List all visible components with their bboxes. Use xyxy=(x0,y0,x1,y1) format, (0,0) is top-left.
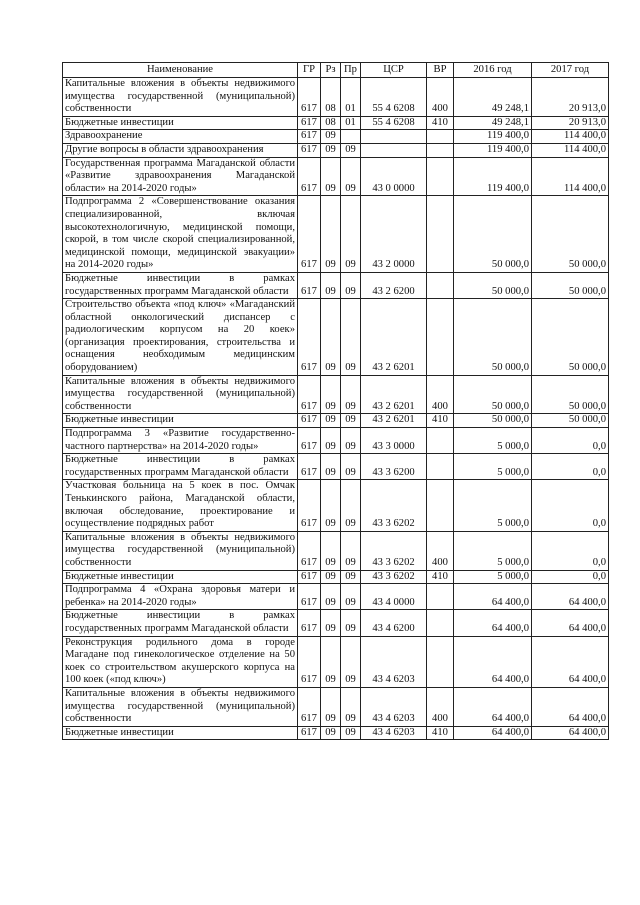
cell-pr: 09 xyxy=(341,157,361,196)
cell-pr: 09 xyxy=(341,299,361,376)
cell-vr xyxy=(427,143,454,157)
budget-table xyxy=(62,62,609,740)
cell-gr: 617 xyxy=(298,480,321,531)
cell-name: Реконструкция родильного дома в городе Магадане под гинекологическое отделение на 50 коек со строительством акушерского корпуса на 100 коек («под ключ») xyxy=(63,636,298,687)
cell-pr: 09 xyxy=(341,428,361,454)
cell-2016: 50 000,0 xyxy=(454,414,532,428)
cell-vr xyxy=(427,610,454,636)
cell-gr: 617 xyxy=(298,116,321,130)
cell-csr: 43 4 6203 xyxy=(361,687,427,726)
cell-pr: 09 xyxy=(341,480,361,531)
cell-gr: 617 xyxy=(298,570,321,584)
cell-2016: 50 000,0 xyxy=(454,196,532,273)
cell-csr: 43 3 6202 xyxy=(361,570,427,584)
cell-gr: 617 xyxy=(298,157,321,196)
cell-gr: 617 xyxy=(298,531,321,570)
cell-pr: 01 xyxy=(341,78,361,117)
cell-rz: 09 xyxy=(321,454,341,480)
cell-csr: 43 2 6201 xyxy=(361,375,427,414)
cell-pr: 09 xyxy=(341,531,361,570)
cell-2017: 0,0 xyxy=(532,428,609,454)
cell-2016: 50 000,0 xyxy=(454,272,532,298)
cell-vr xyxy=(427,196,454,273)
cell-pr: 09 xyxy=(341,570,361,584)
table-row xyxy=(63,570,609,584)
cell-gr: 617 xyxy=(298,726,321,740)
cell-vr xyxy=(427,480,454,531)
table-row xyxy=(63,726,609,740)
cell-pr xyxy=(341,130,361,144)
cell-2017: 50 000,0 xyxy=(532,375,609,414)
cell-rz: 08 xyxy=(321,78,341,117)
cell-gr: 617 xyxy=(298,610,321,636)
cell-name: Капитальные вложения в объекты недвижимого имущества государственной (муниципальной) собственности xyxy=(63,531,298,570)
cell-rz: 09 xyxy=(321,531,341,570)
cell-2016: 5 000,0 xyxy=(454,570,532,584)
cell-csr xyxy=(361,143,427,157)
header-rz: Рз xyxy=(321,63,341,78)
table-row xyxy=(63,78,609,117)
cell-2017: 114 400,0 xyxy=(532,130,609,144)
document-page xyxy=(62,62,609,740)
table-row xyxy=(63,531,609,570)
cell-rz: 09 xyxy=(321,480,341,531)
cell-2016: 5 000,0 xyxy=(454,531,532,570)
cell-2017: 20 913,0 xyxy=(532,116,609,130)
cell-gr: 617 xyxy=(298,636,321,687)
cell-csr: 43 3 0000 xyxy=(361,428,427,454)
header-csr: ЦСР xyxy=(361,63,427,78)
cell-2017: 0,0 xyxy=(532,454,609,480)
cell-vr: 410 xyxy=(427,414,454,428)
cell-csr xyxy=(361,130,427,144)
cell-name: Подпрограмма 3 «Развитие государственно-частного партнерства» на 2014-2020 годы» xyxy=(63,428,298,454)
cell-2017: 114 400,0 xyxy=(532,143,609,157)
cell-rz: 09 xyxy=(321,570,341,584)
cell-csr: 43 2 6201 xyxy=(361,299,427,376)
table-row xyxy=(63,116,609,130)
header-gr: ГР xyxy=(298,63,321,78)
cell-rz: 09 xyxy=(321,143,341,157)
cell-name: Подпрограмма 4 «Охрана здоровья матери и ребенка» на 2014-2020 годы» xyxy=(63,584,298,610)
cell-name: Бюджетные инвестиции xyxy=(63,116,298,130)
cell-rz: 09 xyxy=(321,726,341,740)
table-row xyxy=(63,584,609,610)
cell-2017: 0,0 xyxy=(532,531,609,570)
table-row xyxy=(63,428,609,454)
cell-name: Здравоохранение xyxy=(63,130,298,144)
cell-vr: 410 xyxy=(427,726,454,740)
cell-gr: 617 xyxy=(298,414,321,428)
header-2017: 2017 год xyxy=(532,63,609,78)
table-row xyxy=(63,196,609,273)
cell-2016: 64 400,0 xyxy=(454,584,532,610)
table-row xyxy=(63,480,609,531)
cell-2016: 119 400,0 xyxy=(454,143,532,157)
table-row xyxy=(63,272,609,298)
table-row xyxy=(63,687,609,726)
cell-rz: 09 xyxy=(321,272,341,298)
cell-vr: 400 xyxy=(427,531,454,570)
cell-vr xyxy=(427,272,454,298)
cell-vr: 400 xyxy=(427,375,454,414)
cell-csr: 55 4 6208 xyxy=(361,116,427,130)
cell-2016: 64 400,0 xyxy=(454,610,532,636)
cell-rz: 09 xyxy=(321,584,341,610)
cell-2017: 20 913,0 xyxy=(532,78,609,117)
cell-2017: 64 400,0 xyxy=(532,610,609,636)
cell-gr: 617 xyxy=(298,687,321,726)
cell-pr: 09 xyxy=(341,454,361,480)
cell-vr xyxy=(427,636,454,687)
cell-pr: 09 xyxy=(341,726,361,740)
cell-2017: 114 400,0 xyxy=(532,157,609,196)
cell-vr xyxy=(427,454,454,480)
cell-vr xyxy=(427,130,454,144)
header-row xyxy=(63,63,609,78)
cell-name: Бюджетные инвестиции в рамках государственных программ Магаданской области xyxy=(63,454,298,480)
cell-pr: 09 xyxy=(341,196,361,273)
cell-gr: 617 xyxy=(298,375,321,414)
cell-csr: 43 4 6203 xyxy=(361,726,427,740)
cell-2016: 119 400,0 xyxy=(454,130,532,144)
cell-name: Бюджетные инвестиции в рамках государственных программ Магаданской области xyxy=(63,272,298,298)
cell-name: Бюджетные инвестиции в рамках государственных программ Магаданской области xyxy=(63,610,298,636)
cell-vr xyxy=(427,428,454,454)
cell-csr: 43 3 6202 xyxy=(361,531,427,570)
cell-rz: 08 xyxy=(321,116,341,130)
table-row xyxy=(63,636,609,687)
cell-2016: 49 248,1 xyxy=(454,116,532,130)
table-row xyxy=(63,454,609,480)
cell-name: Капитальные вложения в объекты недвижимого имущества государственной (муниципальной) собственности xyxy=(63,375,298,414)
cell-2016: 64 400,0 xyxy=(454,726,532,740)
cell-pr: 09 xyxy=(341,272,361,298)
cell-rz: 09 xyxy=(321,130,341,144)
cell-2016: 119 400,0 xyxy=(454,157,532,196)
cell-name: Строительство объекта «под ключ» «Магаданский областной онкологический диспансер с радиологическим корпусом на 20 коек» (организация проектирования, строительства и оснащения необходимым медицинским оборудованием) xyxy=(63,299,298,376)
cell-2017: 64 400,0 xyxy=(532,726,609,740)
cell-rz: 09 xyxy=(321,299,341,376)
table-row xyxy=(63,157,609,196)
table-row xyxy=(63,375,609,414)
cell-vr: 410 xyxy=(427,116,454,130)
cell-gr: 617 xyxy=(298,143,321,157)
table-row xyxy=(63,299,609,376)
cell-rz: 09 xyxy=(321,610,341,636)
cell-pr: 09 xyxy=(341,636,361,687)
cell-rz: 09 xyxy=(321,157,341,196)
cell-csr: 43 4 0000 xyxy=(361,584,427,610)
cell-2017: 50 000,0 xyxy=(532,299,609,376)
cell-2016: 49 248,1 xyxy=(454,78,532,117)
cell-rz: 09 xyxy=(321,636,341,687)
cell-name: Капитальные вложения в объекты недвижимого имущества государственной (муниципальной) собственности xyxy=(63,687,298,726)
cell-pr: 01 xyxy=(341,116,361,130)
cell-gr: 617 xyxy=(298,272,321,298)
cell-csr: 43 4 6200 xyxy=(361,610,427,636)
cell-vr: 400 xyxy=(427,687,454,726)
cell-rz: 09 xyxy=(321,428,341,454)
cell-name: Бюджетные инвестиции xyxy=(63,570,298,584)
header-pr: Пр xyxy=(341,63,361,78)
cell-2017: 0,0 xyxy=(532,480,609,531)
header-2016: 2016 год xyxy=(454,63,532,78)
cell-2016: 64 400,0 xyxy=(454,687,532,726)
cell-2016: 64 400,0 xyxy=(454,636,532,687)
cell-pr: 09 xyxy=(341,375,361,414)
cell-csr: 43 2 0000 xyxy=(361,196,427,273)
cell-gr: 617 xyxy=(298,454,321,480)
cell-rz: 09 xyxy=(321,196,341,273)
cell-csr: 43 4 6203 xyxy=(361,636,427,687)
cell-2016: 50 000,0 xyxy=(454,375,532,414)
table-row xyxy=(63,143,609,157)
cell-pr: 09 xyxy=(341,584,361,610)
cell-2016: 5 000,0 xyxy=(454,480,532,531)
cell-rz: 09 xyxy=(321,414,341,428)
cell-2017: 50 000,0 xyxy=(532,196,609,273)
cell-name: Капитальные вложения в объекты недвижимого имущества государственной (муниципальной) собственности xyxy=(63,78,298,117)
cell-name: Участковая больница на 5 коек в пос. Омчак Тенькинского района, Магаданской области, включая обследование, проектирование и осуществление подрядных работ xyxy=(63,480,298,531)
cell-csr: 43 0 0000 xyxy=(361,157,427,196)
cell-csr: 43 2 6201 xyxy=(361,414,427,428)
header-name: Наименование xyxy=(63,63,298,78)
cell-pr: 09 xyxy=(341,143,361,157)
cell-2017: 64 400,0 xyxy=(532,636,609,687)
cell-pr: 09 xyxy=(341,414,361,428)
cell-rz: 09 xyxy=(321,375,341,414)
cell-vr xyxy=(427,157,454,196)
cell-gr: 617 xyxy=(298,78,321,117)
cell-pr: 09 xyxy=(341,610,361,636)
cell-name: Другие вопросы в области здравоохранения xyxy=(63,143,298,157)
cell-vr: 410 xyxy=(427,570,454,584)
cell-name: Государственная программа Магаданской области «Развитие здравоохранения Магаданской области» на 2014-2020 годы» xyxy=(63,157,298,196)
cell-csr: 43 3 6200 xyxy=(361,454,427,480)
table-row xyxy=(63,130,609,144)
cell-2017: 50 000,0 xyxy=(532,272,609,298)
cell-gr: 617 xyxy=(298,196,321,273)
cell-gr: 617 xyxy=(298,130,321,144)
table-row xyxy=(63,414,609,428)
cell-csr: 55 4 6208 xyxy=(361,78,427,117)
cell-2016: 5 000,0 xyxy=(454,428,532,454)
cell-csr: 43 2 6200 xyxy=(361,272,427,298)
cell-gr: 617 xyxy=(298,428,321,454)
cell-pr: 09 xyxy=(341,687,361,726)
cell-vr xyxy=(427,584,454,610)
table-row xyxy=(63,610,609,636)
cell-2016: 50 000,0 xyxy=(454,299,532,376)
cell-2017: 0,0 xyxy=(532,570,609,584)
table-header xyxy=(63,63,609,78)
cell-vr xyxy=(427,299,454,376)
cell-2017: 64 400,0 xyxy=(532,584,609,610)
cell-name: Бюджетные инвестиции xyxy=(63,414,298,428)
cell-name: Бюджетные инвестиции xyxy=(63,726,298,740)
cell-csr: 43 3 6202 xyxy=(361,480,427,531)
cell-rz: 09 xyxy=(321,687,341,726)
header-vr: ВР xyxy=(427,63,454,78)
cell-2017: 50 000,0 xyxy=(532,414,609,428)
cell-name: Подпрограмма 2 «Совершенствование оказания специализированной, включая высокотехнологичную, медицинской помощи, скорой, в том числе скорой специализированной, медицинской помощи, медицинской эвакуации» на 2014-2020 годы» xyxy=(63,196,298,273)
cell-gr: 617 xyxy=(298,584,321,610)
table-body xyxy=(63,78,609,740)
cell-vr: 400 xyxy=(427,78,454,117)
cell-gr: 617 xyxy=(298,299,321,376)
cell-2016: 5 000,0 xyxy=(454,454,532,480)
cell-2017: 64 400,0 xyxy=(532,687,609,726)
